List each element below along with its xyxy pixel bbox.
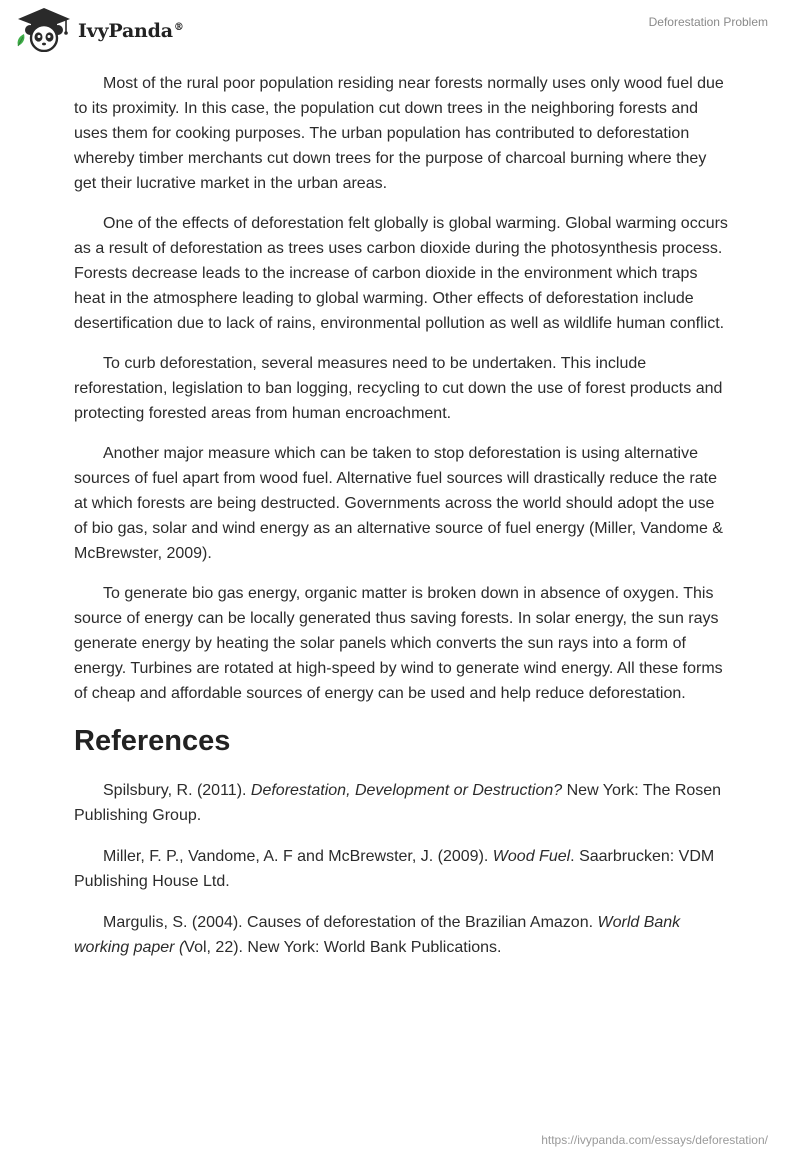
reference-entry: Spilsbury, R. (2011). Deforestation, Development or Destruction? New York: The Rosen Publishing Group. [74,782,722,824]
brand-logo[interactable] [14,6,184,52]
panda-logo-icon [14,6,74,52]
references-list [74,778,730,960]
page-header [0,0,800,64]
body-paragraph: Most of the rural poor population residing near forests normally uses only wood fuel due to its proximity. In this case, the population cut down trees in the neighboring forests and uses them for cooking purposes. The urban population has contributed to deforestation whereby timber merchants cut down trees for the purpose of charcoal burning where they get their lucrative market in the urban areas. [74,75,724,192]
reference-entry: Miller, F. P., Vandome, A. F and McBrewster, J. (2009). Wood Fuel. Saarbrucken: VDM Publishing House Ltd. [74,848,715,890]
source-url-link[interactable]: https://ivypanda.com/essays/deforestation/ [541,1133,768,1147]
essay-body [74,71,730,976]
document-title: Deforestation Problem [648,15,768,29]
body-paragraph: To generate bio gas energy, organic matter is broken down in absence of oxygen. This source of energy can be locally generated thus saving forests. In solar energy, the sun rays generate energy by heating the solar panels which converts the sun rays into a form of energy. Turbines are rotated at high-speed by wind to generate wind energy. All these forms of cheap and affordable sources of energy can be used and help reduce deforestation. [74,585,723,702]
reference-title: Deforestation, Development or Destruction? [250,782,563,799]
reference-entry: Margulis, S. (2004). Causes of deforestation of the Brazilian Amazon. World Bank working paper (Vol, 22). New York: World Bank Publications. [74,914,681,956]
reference-title: World Bank working paper ( [74,914,681,956]
references-heading: References [74,725,231,757]
reference-title: Wood Fuel [492,848,571,865]
body-paragraph: To curb deforestation, several measures need to be undertaken. This include reforestation, legislation to ban logging, recycling to cut down the use of forest products and protecting forested areas from human encroachment. [74,355,723,422]
brand-name: IvyPanda® [78,20,184,42]
body-paragraph: One of the effects of deforestation felt globally is global warming. Global warming occurs as a result of deforestation as trees uses carbon dioxide during the photosynthesis process. Forests decrease leads to the increase of carbon dioxide in the environment which traps heat in the atmosphere leading to global warming. Other effects of deforestation include desertification due to lack of rains, environmental pollution as well as wildlife human conflict. [74,215,728,332]
body-paragraph: Another major measure which can be taken to stop deforestation is using alternative sources of fuel apart from wood fuel. Alternative fuel sources will drastically reduce the rate at which forests are being destructed. Governments across the world should adopt the use of bio gas, solar and wind energy as an alternative source of fuel energy (Miller, Vandome & McBrewster, 2009). [74,445,723,562]
registered-mark: ® [173,21,184,33]
